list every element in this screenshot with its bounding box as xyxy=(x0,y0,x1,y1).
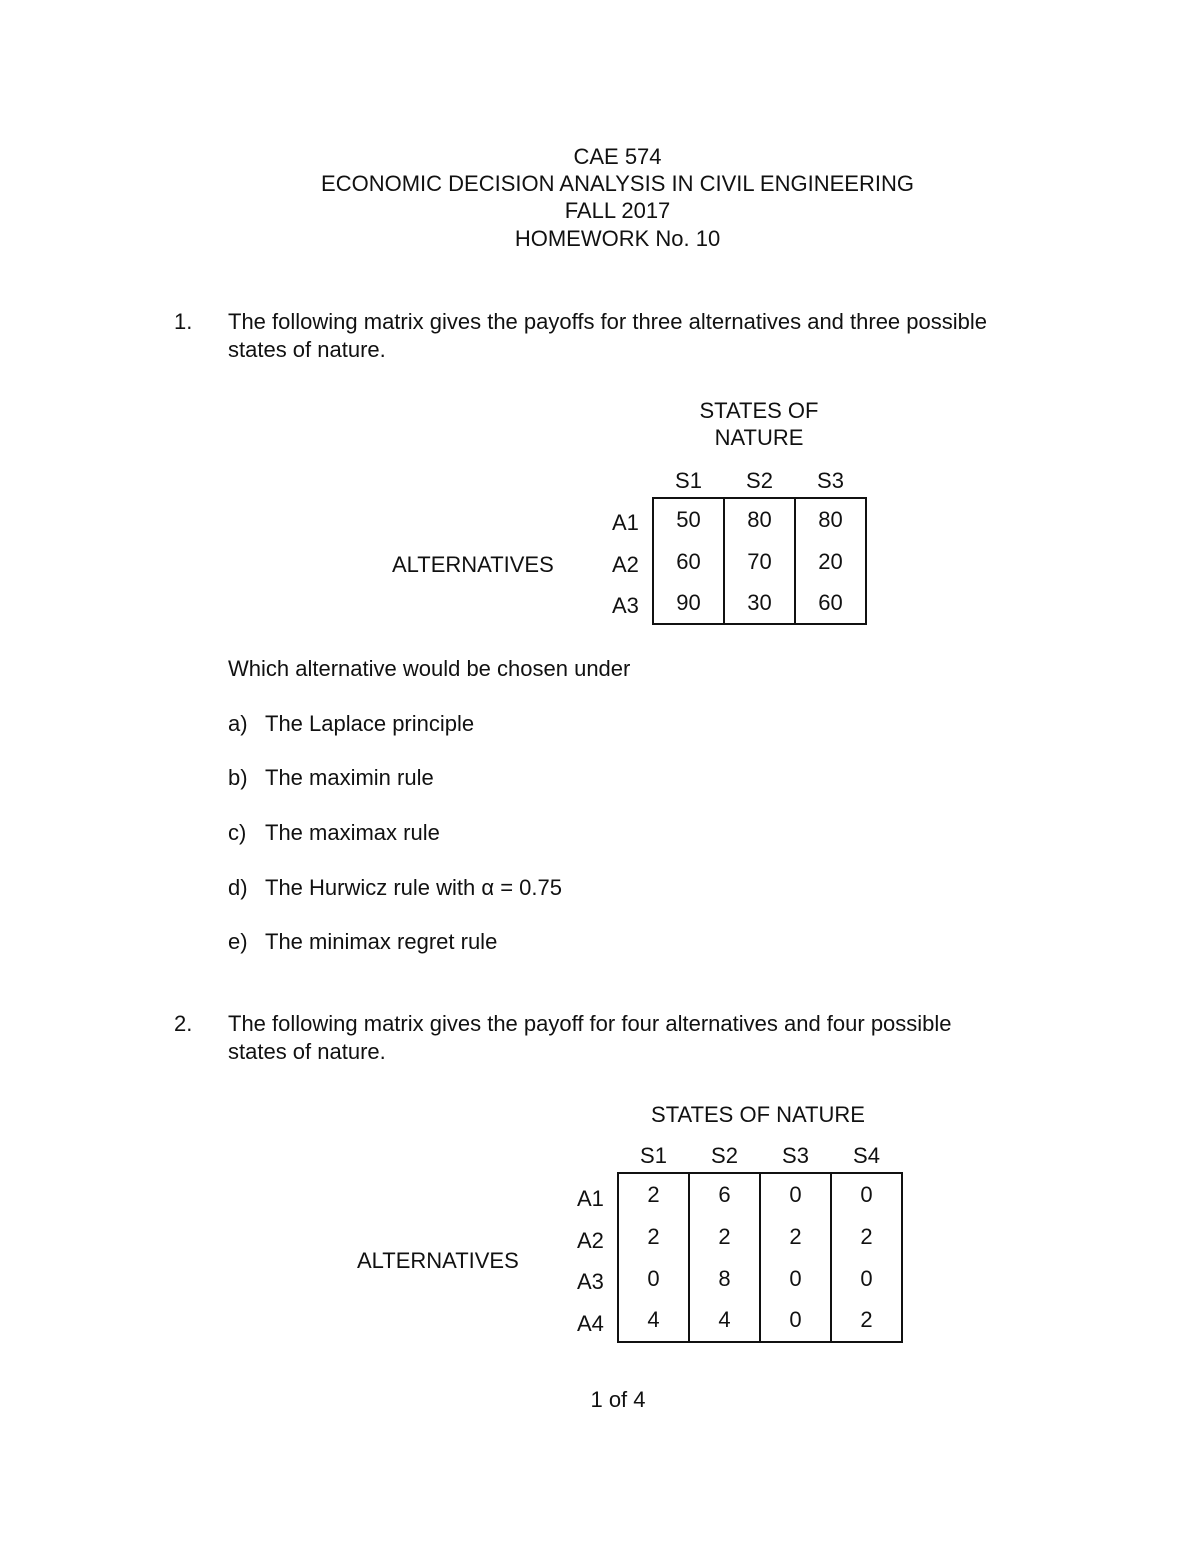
table-row xyxy=(618,1216,902,1258)
table-row xyxy=(653,498,866,541)
problem-1-number: 1. xyxy=(174,309,193,334)
part-letter: e) xyxy=(228,929,248,954)
part-text: The Hurwicz rule with α = 0.75 xyxy=(265,875,562,900)
table-row xyxy=(653,541,866,582)
table-cell: 90 xyxy=(653,582,724,624)
table-cell: 80 xyxy=(724,498,795,541)
states-of-nature-label-line2: NATURE xyxy=(714,425,804,450)
column-header: S4 xyxy=(853,1143,880,1168)
table-row xyxy=(618,1299,902,1342)
alternatives-label: ALTERNATIVES xyxy=(357,1248,519,1273)
table-cell: 0 xyxy=(760,1173,831,1216)
table-cell: 6 xyxy=(689,1173,760,1216)
part-text: The minimax regret rule xyxy=(265,929,498,954)
table-cell: 60 xyxy=(653,541,724,582)
table-cell: 0 xyxy=(618,1258,689,1299)
table-cell: 0 xyxy=(831,1258,902,1299)
column-header: S3 xyxy=(817,468,844,493)
table-cell: 4 xyxy=(618,1299,689,1342)
column-header: S1 xyxy=(640,1143,667,1168)
course-code: CAE 574 xyxy=(573,144,662,169)
table-row xyxy=(653,582,866,624)
table-cell: 80 xyxy=(795,498,866,541)
problem-2-text-line1: The following matrix gives the payoff for four alternatives and four possible xyxy=(228,1011,952,1036)
part-letter: a) xyxy=(228,711,248,736)
problem-2-text-line2: states of nature. xyxy=(228,1039,386,1064)
table-cell: 2 xyxy=(618,1173,689,1216)
table-cell: 50 xyxy=(653,498,724,541)
row-label: A1 xyxy=(577,1186,604,1211)
row-label: A4 xyxy=(577,1311,604,1336)
assignment-title: HOMEWORK No. 10 xyxy=(514,226,721,251)
states-of-nature-label-line1: STATES OF xyxy=(699,398,819,423)
alternatives-label: ALTERNATIVES xyxy=(392,552,554,577)
problem-2-number: 2. xyxy=(174,1011,193,1036)
row-label: A1 xyxy=(612,510,639,535)
table-cell: 8 xyxy=(689,1258,760,1299)
payoff-matrix-2 xyxy=(617,1172,903,1343)
column-header: S2 xyxy=(746,468,773,493)
table-cell: 0 xyxy=(831,1173,902,1216)
problem-1-text-line1: The following matrix gives the payoffs for three alternatives and three possible xyxy=(228,309,987,334)
course-title: ECONOMIC DECISION ANALYSIS IN CIVIL ENGINEERING xyxy=(321,171,914,196)
table-cell: 0 xyxy=(760,1258,831,1299)
column-header: S3 xyxy=(782,1143,809,1168)
table-cell: 30 xyxy=(724,582,795,624)
payoff-matrix-1 xyxy=(652,497,867,625)
part-text: The maximin rule xyxy=(265,765,434,790)
table-cell: 4 xyxy=(689,1299,760,1342)
column-header: S2 xyxy=(711,1143,738,1168)
table-cell: 70 xyxy=(724,541,795,582)
states-of-nature-label: STATES OF NATURE xyxy=(651,1102,865,1127)
table-cell: 2 xyxy=(831,1216,902,1258)
table-row xyxy=(618,1173,902,1216)
row-label: A2 xyxy=(612,552,639,577)
row-label: A2 xyxy=(577,1228,604,1253)
part-text: The maximax rule xyxy=(265,820,440,845)
part-letter: b) xyxy=(228,765,248,790)
table-cell: 2 xyxy=(831,1299,902,1342)
table-cell: 2 xyxy=(618,1216,689,1258)
table-cell: 20 xyxy=(795,541,866,582)
row-label: A3 xyxy=(577,1269,604,1294)
table-row xyxy=(618,1258,902,1299)
page-number: 1 of 4 xyxy=(590,1387,646,1412)
part-letter: d) xyxy=(228,875,248,900)
column-header: S1 xyxy=(675,468,702,493)
part-letter: c) xyxy=(228,820,247,845)
part-text: The Laplace principle xyxy=(265,711,475,736)
table-cell: 2 xyxy=(760,1216,831,1258)
table-cell: 2 xyxy=(689,1216,760,1258)
problem-1-text-line2: states of nature. xyxy=(228,337,386,362)
term: FALL 2017 xyxy=(564,198,671,223)
row-label: A3 xyxy=(612,593,639,618)
table-cell: 60 xyxy=(795,582,866,624)
table-cell: 0 xyxy=(760,1299,831,1342)
problem-1-question: Which alternative would be chosen under xyxy=(228,656,631,681)
